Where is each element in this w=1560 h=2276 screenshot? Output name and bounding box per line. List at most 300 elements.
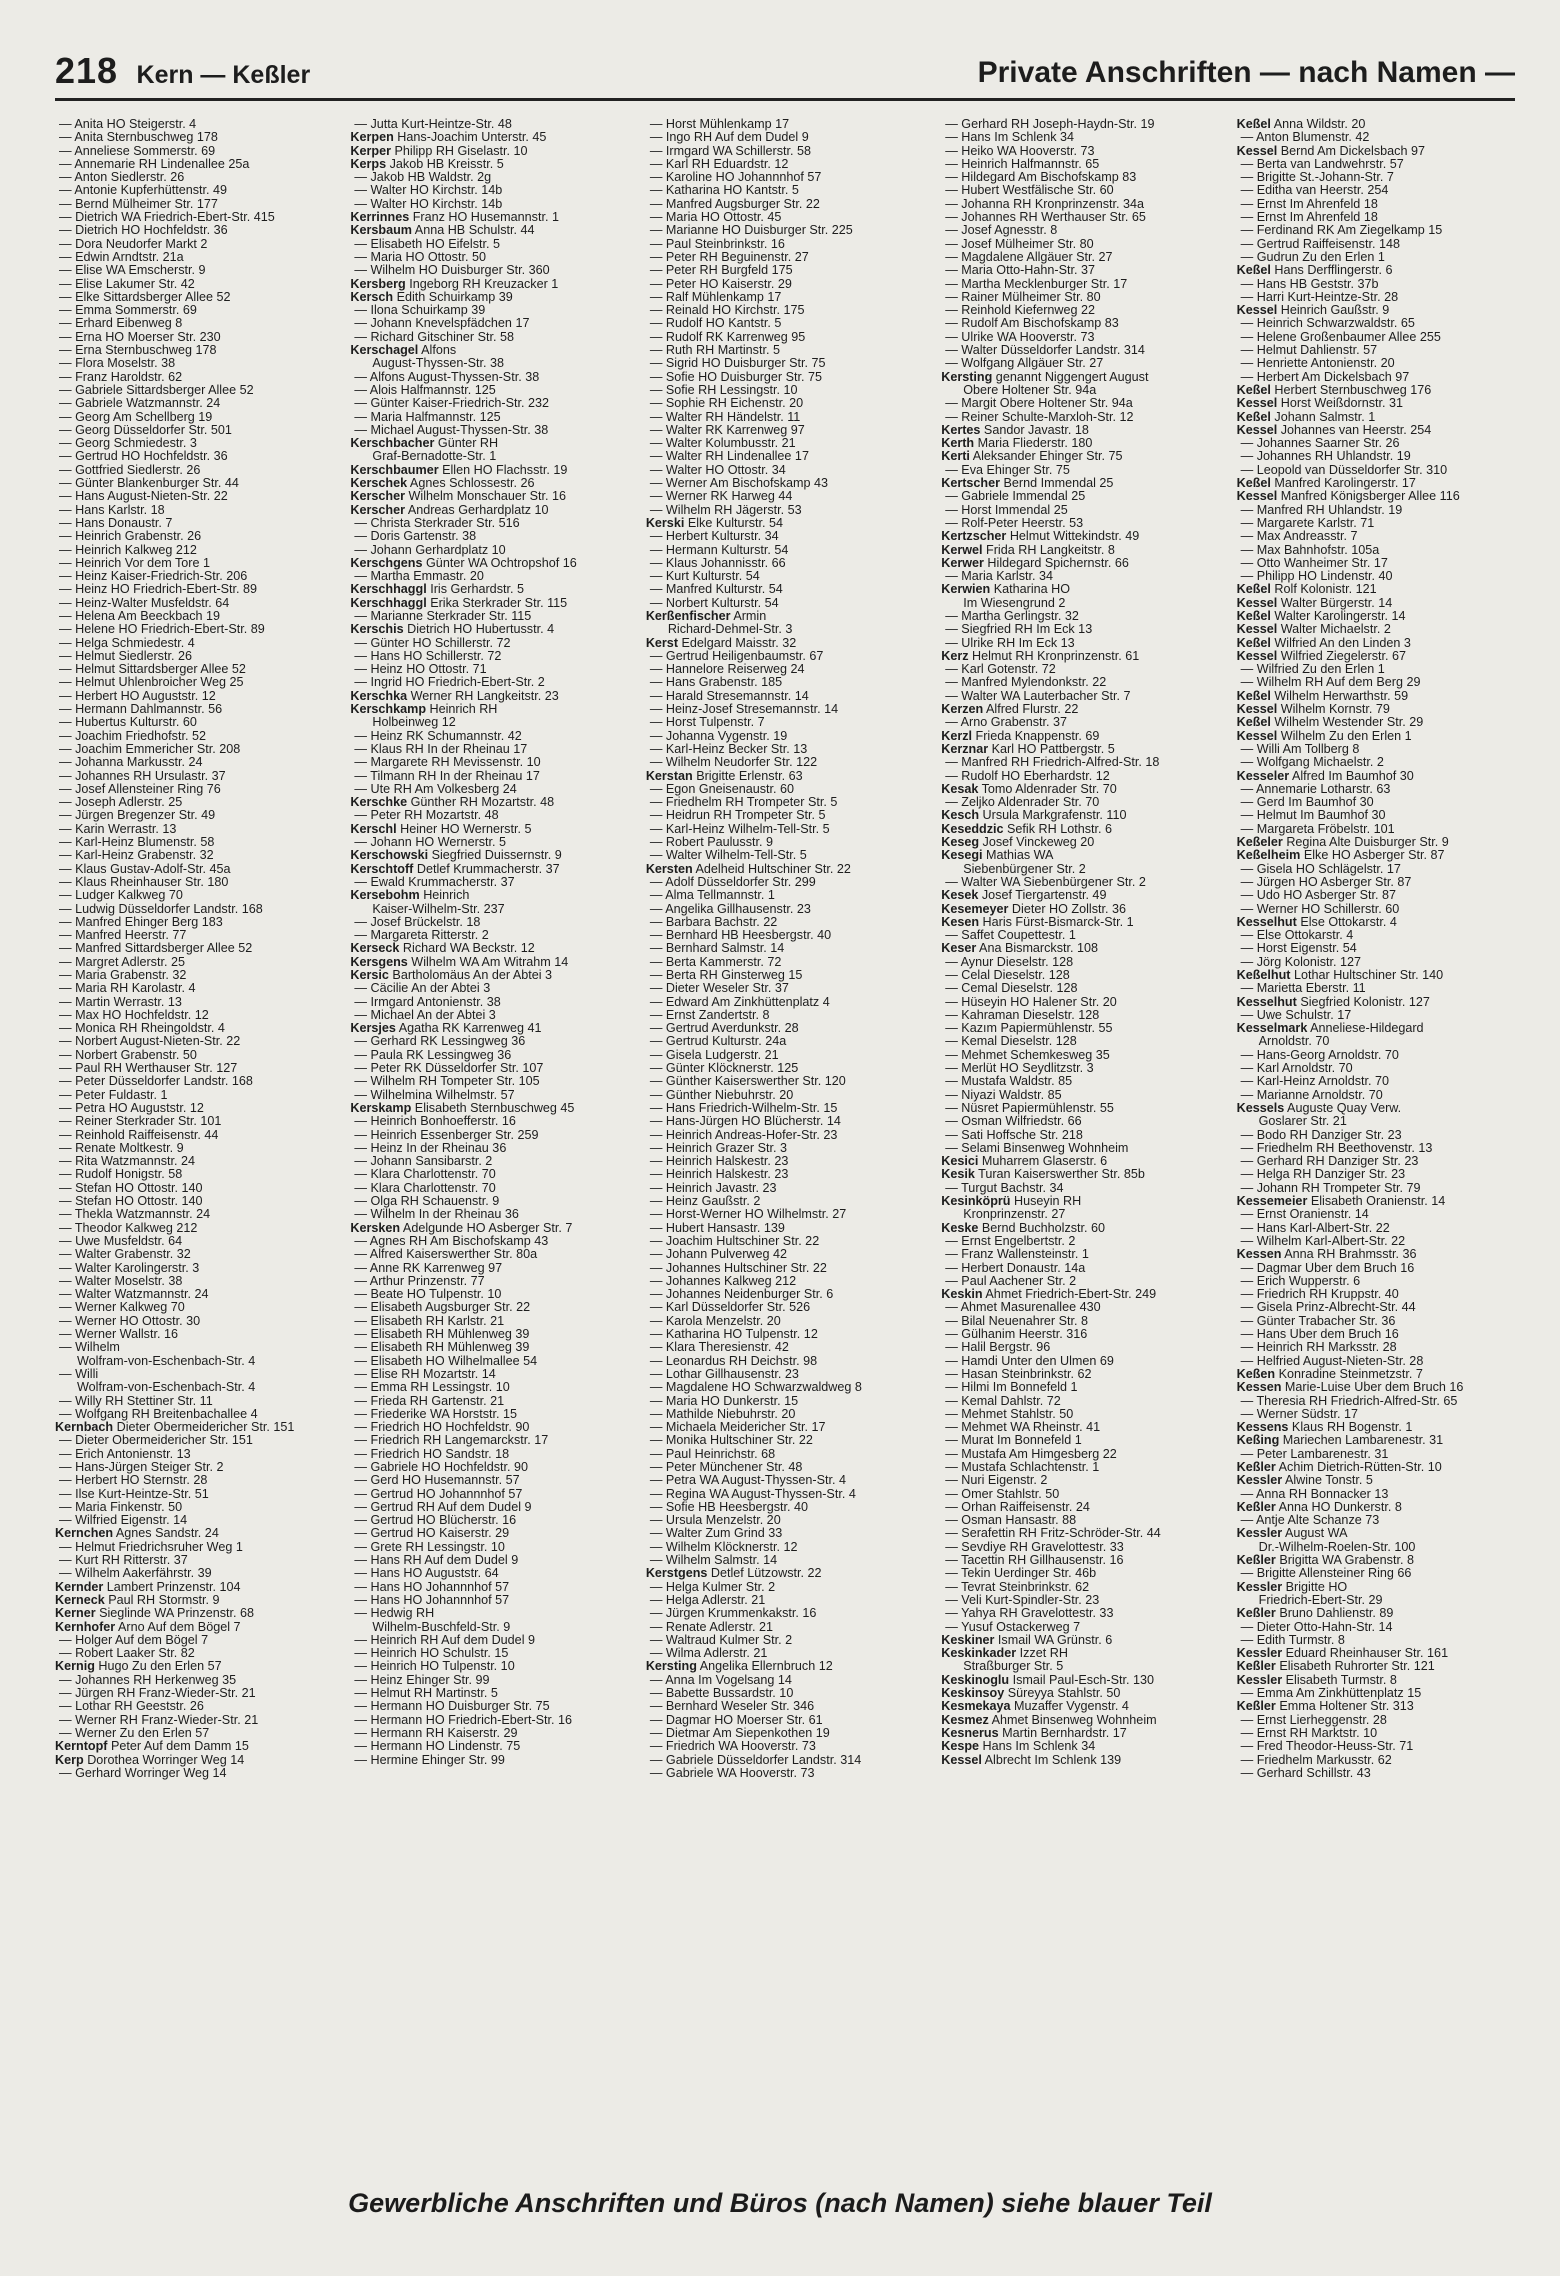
directory-entry: — Heinz RK Schumannstr. 42	[354, 729, 522, 743]
directory-entry: — Heinz Kaiser-Friedrich-Str. 206	[59, 570, 248, 584]
directory-entry: — Tilmann RH In der Rheinau 17	[354, 769, 540, 783]
directory-entry: Kerwel Frida RH Langkeitstr. 8	[941, 543, 1115, 557]
directory-entry: Kesmez Ahmet Binsenweg Wohnheim	[941, 1713, 1157, 1727]
directory-entry: — Bernd Mülheimer Str. 177	[59, 197, 218, 211]
directory-entry: Kersch Edith Schuirkamp 39	[350, 290, 513, 304]
directory-entry: Kernder Lambert Prinzenstr. 104	[55, 1580, 241, 1594]
directory-entry: Keßel Herbert Sternbuschweg 176	[1236, 383, 1432, 397]
directory-entry: — Egon Gneisenaustr. 60	[649, 782, 795, 796]
directory-entry: — Else Ottokarstr. 4	[1240, 929, 1354, 943]
directory-entry: — Ingrid HO Friedrich-Ebert-Str. 2	[354, 676, 545, 690]
directory-entry: Kessel Bernd Am Dickelsbach 97	[1236, 144, 1425, 158]
directory-entry: — Gabriele WA Hooverstr. 73	[649, 1766, 815, 1780]
directory-entry: — Elisabeth RH Mühlenweg 39	[354, 1328, 530, 1342]
directory-entry: — Renate Adlerstr. 21	[649, 1620, 774, 1634]
directory-entry: Keskin Ahmet Friedrich-Ebert-Str. 249	[941, 1288, 1157, 1302]
directory-entry: — Hubert Hansastr. 139	[649, 1221, 785, 1235]
directory-entry: — Berta RH Ginsterweg 15	[649, 969, 803, 982]
directory-entry: Keßel Wilfried An den Linden 3	[1236, 636, 1411, 650]
directory-entry: — Hans HB Geststr. 37b	[1240, 277, 1379, 291]
directory-entry: — Thekla Watzmannstr. 24	[59, 1208, 211, 1222]
directory-entry: — Helmut Siedlerstr. 26	[59, 649, 192, 663]
directory-entry: — Ahmet Masurenallee 430	[945, 1301, 1101, 1315]
directory-entry: — Udo HO Asberger Str. 87	[1240, 889, 1397, 903]
directory-entry: — Emma Sommerstr. 69	[59, 304, 197, 318]
directory-entry: — Manfred Sittardsberger Allee 52	[59, 942, 253, 956]
directory-entry: — Wilhelm RH Jägerstr. 53	[649, 503, 802, 517]
directory-entry: — Hans RH Auf dem Dudel 9	[354, 1554, 519, 1568]
directory-entry: Kerschek Agnes Schlossestr. 26	[350, 477, 535, 491]
directory-entry: Kerschbacher Günter RH	[350, 437, 499, 451]
directory-entry: — Hans-Jürgen HO Blücherstr. 14	[649, 1115, 841, 1129]
directory-entry: Kessler Elisabeth Turmstr. 8	[1236, 1673, 1397, 1687]
directory-entry: Keser Ana Bismarckstr. 108	[941, 942, 1099, 956]
page-header	[55, 38, 1515, 101]
directory-entry: — Tevrat Steinbrinkstr. 62	[945, 1580, 1090, 1594]
directory-column-4	[941, 118, 1224, 2168]
directory-entry: — Herbert Kulturstr. 34	[649, 530, 779, 544]
directory-entry: Kesen Haris Fürst-Bismarck-Str. 1	[941, 915, 1134, 929]
directory-entry: Friedrich-Ebert-Str. 29	[1258, 1593, 1383, 1607]
directory-entry: — Bilal Neuenahrer Str. 8	[945, 1314, 1089, 1328]
directory-entry: — Gerhard RH Joseph-Haydn-Str. 19	[945, 118, 1155, 131]
directory-entry: — Heiko WA Hooverstr. 73	[945, 144, 1095, 158]
directory-entry: — Herbert Am Dickelsbach 97	[1240, 370, 1410, 384]
directory-entry: — Heinrich Vor dem Tore 1	[59, 556, 210, 570]
directory-entry: — Wilhelm Neudorfer Str. 122	[649, 756, 818, 770]
directory-entry: — Walter Kolumbusstr. 21	[649, 437, 796, 451]
directory-entry: — Johanna Markusstr. 24	[59, 756, 203, 770]
directory-entry: — Peter HO Kaiserstr. 29	[649, 277, 792, 291]
directory-entry: — Heidrun RH Trompeter Str. 5	[649, 809, 826, 823]
directory-entry: — Kurt Kulturstr. 54	[649, 570, 760, 584]
directory-entry: — Osman Hansastr. 88	[945, 1514, 1077, 1528]
directory-entry: — Antje Alte Schanze 73	[1240, 1514, 1380, 1528]
directory-entry: — Peter RH Beguinenstr. 27	[649, 250, 809, 264]
directory-entry: — Wilma Adlerstr. 21	[649, 1647, 768, 1661]
directory-entry: — Friedrich RH Kruppstr. 40	[1240, 1288, 1399, 1302]
directory-entry: Kerßenfischer Armin	[645, 609, 767, 623]
directory-entry: — Günther Niebuhrstr. 20	[649, 1088, 794, 1102]
directory-entry: — Karl RH Eduardstr. 12	[649, 157, 789, 171]
directory-entry: — Hans-Georg Arnoldstr. 70	[1240, 1048, 1399, 1062]
directory-entry: — Helena Am Beeckbach 19	[59, 609, 221, 623]
directory-entry: — Marianne Sterkrader Str. 115	[354, 609, 532, 623]
directory-entry: — Jakob HB Waldstr. 2g	[354, 171, 492, 185]
directory-entry: — Serafettin RH Fritz-Schröder-Str. 44	[945, 1527, 1161, 1541]
directory-entry: — Edith Turmstr. 8	[1240, 1633, 1345, 1647]
directory-entry: — Kemal Dahlstr. 72	[945, 1394, 1061, 1408]
directory-entry: — Gerhard RH Danziger Str. 23	[1240, 1155, 1419, 1169]
directory-entry: — Walter RH Lindenallee 17	[649, 450, 809, 464]
directory-entry: — Uwe Schulstr. 17	[1240, 1008, 1352, 1022]
directory-entry: — Hermann Kulturstr. 54	[649, 543, 789, 557]
directory-entry: — Heinrich Grazer Str. 3	[649, 1141, 787, 1155]
directory-entry: — Reinhold Raiffeisenstr. 44	[59, 1128, 219, 1142]
directory-entry: — Hermine Ehinger Str. 99	[354, 1753, 505, 1767]
directory-entry: — Klara Theresienstr. 42	[649, 1341, 789, 1355]
directory-entry: — Franz Haroldstr. 62	[59, 370, 183, 384]
directory-entry: — Heinrich Javastr. 23	[649, 1181, 777, 1195]
directory-entry: — Mustafa Waldstr. 85	[945, 1075, 1073, 1089]
directory-entry: — Hans HO Johannnhof 57	[354, 1580, 510, 1594]
directory-entry: — Hans Im Schlenk 34	[945, 131, 1075, 145]
directory-entry: — Walter Zum Grind 33	[649, 1527, 783, 1541]
directory-entry: — Alma Tellmannstr. 1	[649, 889, 775, 903]
directory-entry: — Elisabeth RH Mühlenweg 39	[354, 1341, 530, 1355]
directory-entry: Keskinoglu Ismail Paul-Esch-Str. 130	[941, 1673, 1154, 1687]
directory-entry: — Walter HO Ottostr. 34	[649, 463, 786, 477]
directory-entry: — Martha Gerlingstr. 32	[945, 609, 1079, 623]
directory-entry: — Otto Wanheimer Str. 17	[1240, 556, 1388, 570]
directory-entry: — Gabriele Watzmannstr. 24	[59, 397, 221, 411]
directory-entry: — Helga RH Danziger Str. 23	[1240, 1168, 1406, 1182]
directory-entry: Kessler Eduard Rheinhauser Str. 161	[1236, 1647, 1449, 1661]
directory-entry: — Mathilde Niebuhrstr. 20	[649, 1407, 796, 1421]
directory-entry: Kessel Heinrich Gaußstr. 9	[1236, 304, 1390, 318]
directory-entry: — Helga Adlerstr. 21	[649, 1593, 766, 1607]
directory-entry: Kessler Alwine Tonstr. 5	[1236, 1474, 1373, 1488]
directory-entry: — Reiner Schulte-Marxloh-Str. 12	[945, 410, 1134, 424]
directory-entry: — Magdalene Allgäuer Str. 27	[945, 250, 1113, 264]
directory-entry: — Ludwig Düsseldorfer Landstr. 168	[59, 902, 263, 916]
directory-entry: — Martha Emmastr. 20	[354, 570, 484, 584]
directory-entry: — Sati Hoffsche Str. 218	[945, 1128, 1083, 1142]
directory-entry: — Herbert HO Sternstr. 28	[59, 1474, 208, 1488]
directory-entry: — Manfred Heerstr. 77	[59, 929, 187, 943]
directory-entry: — Karl-Heinz Wilhelm-Tell-Str. 5	[649, 822, 830, 836]
directory-entry: Kessel Walter Bürgerstr. 14	[1236, 596, 1393, 610]
directory-entry: — Gabriele HO Hochfeldstr. 90	[354, 1460, 528, 1474]
directory-entry: Keßler Anna HO Dunkerstr. 8	[1236, 1500, 1402, 1514]
directory-entry: — Manfred Ehinger Berg 183	[59, 915, 223, 929]
directory-entry: — Bernhard HB Heesbergstr. 40	[649, 929, 832, 943]
directory-entry: — Henriette Antonienstr. 20	[1240, 357, 1395, 371]
directory-entry: — Wilhelm HO Duisburger Str. 360	[354, 264, 550, 278]
directory-entry: Kerschhaggl Erika Sterkrader Str. 115	[350, 596, 568, 610]
directory-entry: — Osman Wilfriedstr. 66	[945, 1115, 1082, 1129]
directory-entry: — Friederike WA Horststr. 15	[354, 1407, 517, 1421]
directory-entry: — Joachim Emmericher Str. 208	[59, 742, 241, 756]
directory-entry: — Reinald HO Kirchstr. 175	[649, 304, 805, 318]
directory-entry: — Dieter Obermeidericher Str. 151	[59, 1434, 253, 1448]
directory-entry: — Hans HO Schillerstr. 72	[354, 649, 502, 663]
directory-entry: — Ralf Mühlenkamp 17	[649, 290, 782, 304]
directory-entry: Keskinkader Izzet RH	[941, 1647, 1068, 1661]
directory-entry: — Harald Stresemannstr. 14	[649, 689, 809, 703]
directory-entry: — Heinrich HO Schulstr. 15	[354, 1647, 509, 1661]
directory-column-2	[350, 118, 633, 2168]
directory-entry: — Heinz HO Ottostr. 71	[354, 663, 487, 677]
directory-entry: — Anneliese Sommerstr. 69	[59, 144, 216, 158]
directory-entry: Kesseler Alfred Im Baumhof 30	[1236, 769, 1414, 783]
directory-entry: — Edward Am Zinkhüttenplatz 4	[649, 995, 830, 1009]
directory-entry: — Gottfried Siedlerstr. 26	[59, 463, 201, 477]
directory-entry: — Günter Blankenburger Str. 44	[59, 477, 239, 491]
directory-entry: Kerschhaggl Iris Gerhardstr. 5	[350, 583, 524, 597]
directory-entry: — Hans August-Nieten-Str. 22	[59, 490, 228, 504]
directory-entry: — Josef Allensteiner Ring 76	[59, 782, 221, 796]
directory-entry: — Maria Karlstr. 34	[945, 570, 1053, 584]
directory-entry: — Gerhard Worringer Weg 14	[59, 1766, 227, 1780]
directory-entry: — Willy RH Stettiner Str. 11	[59, 1394, 213, 1408]
directory-entry: — Hans HO Auguststr. 64	[354, 1567, 499, 1581]
directory-entry: — Ingo RH Auf dem Dudel 9	[649, 131, 809, 145]
directory-entry: — Leopold van Düsseldorfer Str. 310	[1240, 463, 1448, 477]
directory-entry: — Anne RK Karrenweg 97	[354, 1261, 503, 1275]
directory-entry: — Karl-Heinz Becker Str. 13	[649, 742, 808, 756]
directory-entry: Kerstan Brigitte Erlenstr. 63	[645, 769, 803, 783]
directory-entry: — Hermann HO Lindenstr. 75	[354, 1740, 521, 1754]
directory-entry: — Walter Moselstr. 38	[59, 1274, 183, 1288]
directory-entry: — Walter WA Lauterbacher Str. 7	[945, 689, 1131, 703]
directory-entry: — Gertrud Kulturstr. 24a	[649, 1035, 787, 1049]
directory-entry: — Sofie HO Duisburger Str. 75	[649, 370, 822, 384]
directory-entry: Kerper Philipp RH Giselastr. 10	[350, 144, 528, 158]
directory-entry: — Heinz Gaußstr. 2	[649, 1195, 761, 1209]
directory-entry: — Peter RH Mozartstr. 48	[354, 809, 499, 823]
directory-entry: — Willi Am Tollberg 8	[1240, 742, 1360, 756]
directory-entry: — Gülhanim Heerstr. 316	[945, 1328, 1088, 1342]
directory-entry: — Ernst RH Marktstr. 10	[1240, 1726, 1378, 1740]
directory-entry: — Helmut Uhlenbroicher Weg 25	[59, 676, 244, 690]
directory-entry: — Ludger Kalkweg 70	[59, 889, 183, 903]
directory-entry: Richard-Dehmel-Str. 3	[667, 623, 793, 637]
directory-entry: — Werner RH Franz-Wieder-Str. 21	[59, 1713, 259, 1727]
directory-entry: — Celal Dieselstr. 128	[945, 969, 1070, 982]
directory-entry: — Dietrich WA Friedrich-Ebert-Str. 415	[59, 211, 275, 225]
directory-entry: Keßeler Regina Alte Duisburger Str. 9	[1236, 836, 1449, 850]
directory-entry: — Lothar RH Geeststr. 26	[59, 1700, 204, 1714]
directory-entry: — Philipp HO Lindenstr. 40	[1240, 570, 1393, 584]
directory-entry: — Johann Sansibarstr. 2	[354, 1155, 493, 1169]
directory-entry: — Wilhelm Karl-Albert-Str. 22	[1240, 1234, 1406, 1248]
directory-entry: — Reiner Sterkrader Str. 101	[59, 1115, 222, 1129]
directory-entry: Kesik Turan Kaiserswerther Str. 85b	[941, 1168, 1145, 1182]
directory-entry: Kerseck Richard WA Beckstr. 12	[350, 942, 535, 956]
directory-entry: — Herbert Donaustr. 14a	[945, 1261, 1086, 1275]
directory-entry: — Gerd Im Baumhof 30	[1240, 796, 1374, 810]
directory-columns	[55, 118, 1520, 2168]
directory-entry: — Yusuf Ostackerweg 7	[945, 1620, 1081, 1634]
directory-entry: Keßel Wilhelm Herwarthstr. 59	[1236, 689, 1409, 703]
directory-entry: — Petra WA August-Thyssen-Str. 4	[649, 1474, 847, 1488]
directory-entry: Kesmekaya Muzaffer Vygenstr. 4	[941, 1700, 1129, 1714]
directory-entry: Keßel Rolf Kolonistr. 121	[1236, 583, 1377, 597]
directory-entry: — Theodor Kalkweg 212	[59, 1221, 198, 1235]
directory-entry: — Ferdinand RK Am Ziegelkamp 15	[1240, 224, 1443, 238]
directory-entry: Im Wiesengrund 2	[963, 596, 1066, 610]
directory-entry: Wilhelm-Buschfeld-Str. 9	[372, 1620, 511, 1634]
directory-entry: Kerzen Alfred Flurstr. 22	[941, 703, 1079, 717]
directory-entry: Kernchen Agnes Sandstr. 24	[55, 1527, 219, 1541]
directory-entry: — Gertrud Raiffeisenstr. 148	[1240, 237, 1400, 251]
directory-entry: — Elisabeth HO Wilhelmallee 54	[354, 1354, 538, 1368]
directory-entry: — Maria Grabenstr. 32	[59, 969, 187, 982]
directory-entry: — Margret Adlerstr. 25	[59, 955, 185, 969]
directory-entry: Kernhofer Arno Auf dem Bögel 7	[55, 1620, 241, 1634]
directory-entry: — Karl Düsseldorfer Str. 526	[649, 1301, 811, 1315]
directory-entry: Kerschke Günther RH Mozartstr. 48	[350, 796, 555, 810]
directory-entry: — Murat Im Bonnefeld 1	[945, 1434, 1082, 1448]
directory-entry: — Peter Düsseldorfer Landstr. 168	[59, 1075, 253, 1089]
directory-entry: — Maria Otto-Hahn-Str. 37	[945, 264, 1095, 278]
directory-entry: Kesselmark Anneliese-Hildegard	[1236, 1022, 1424, 1036]
directory-entry: — Ömer Stahlstr. 50	[945, 1487, 1060, 1501]
directory-entry: Kernbach Dieter Obermeidericher Str. 151	[55, 1421, 295, 1435]
directory-entry: Keßel Manfred Karolingerstr. 17	[1236, 477, 1416, 491]
directory-entry: — Kurt RH Ritterstr. 37	[59, 1554, 188, 1568]
directory-entry: — Manfred Mylendonkstr. 22	[945, 676, 1107, 690]
directory-entry: Kessel Wilfried Ziegelerstr. 67	[1236, 649, 1407, 663]
directory-entry: — Joseph Adlerstr. 25	[59, 796, 183, 810]
directory-entry: — Paul RH Werthauser Str. 127	[59, 1062, 238, 1076]
directory-entry: — Helmut Sittardsberger Allee 52	[59, 663, 246, 677]
directory-entry: — Sevdiye RH Gravelottestr. 33	[945, 1540, 1124, 1554]
directory-entry: Kesinköprü Huseyin RH	[941, 1195, 1082, 1209]
directory-entry: — Josef Mülheimer Str. 80	[945, 237, 1094, 251]
header-left	[55, 50, 310, 92]
directory-entry: — Rita Watzmannstr. 24	[59, 1155, 196, 1169]
directory-entry: — Alois Halfmannstr. 125	[354, 383, 496, 397]
directory-entry: — Katharina HO Kantstr. 5	[649, 184, 799, 198]
directory-entry: — Werner Südstr. 17	[1240, 1407, 1358, 1421]
directory-entry: — Regina WA August-Thyssen-Str. 4	[649, 1487, 856, 1501]
directory-entry: — Norbert August-Nieten-Str. 22	[59, 1035, 241, 1049]
directory-entry: — Max Andreasstr. 7	[1240, 530, 1358, 544]
directory-entry: — Gerd HO Husemannstr. 57	[354, 1474, 520, 1488]
directory-entry: — Alfons August-Thyssen-Str. 38	[354, 370, 540, 384]
directory-entry: Kerschowski Siegfried Duissernstr. 9	[350, 849, 562, 863]
directory-entry: — Sophie RH Eichenstr. 20	[649, 397, 804, 411]
directory-entry: — Elise RH Mozartstr. 14	[354, 1367, 496, 1381]
directory-entry: — Ernst Engelbertstr. 2	[945, 1234, 1076, 1248]
directory-entry: — Ernst Im Ahrenfeld 18	[1240, 197, 1378, 211]
directory-entry: — Johannes RH Uhlandstr. 19	[1240, 450, 1411, 464]
directory-entry: — Georg Am Schellberg 19	[59, 410, 213, 424]
directory-entry: — Manfred RH Friedrich-Alfred-Str. 18	[945, 756, 1160, 770]
directory-entry: Kessels Auguste Quay Verw.	[1236, 1101, 1402, 1115]
directory-entry: — Bodo RH Danziger Str. 23	[1240, 1128, 1402, 1142]
directory-entry: Kersjes Agatha RK Karrenweg 41	[350, 1022, 542, 1036]
directory-entry: — Margit Obere Holtener Str. 94a	[945, 397, 1133, 411]
directory-entry: — Doris Gartenstr. 38	[354, 530, 477, 544]
directory-entry: Kerschkamp Heinrich RH	[350, 703, 498, 717]
directory-entry: — Klaus RH In der Rheinau 17	[354, 742, 528, 756]
directory-entry: — Werner HO Ottostr. 30	[59, 1314, 201, 1328]
directory-entry: Kesici Muharrem Glaserstr. 6	[941, 1155, 1108, 1169]
directory-entry: — Hamdi Unter den Ulmen 69	[945, 1354, 1114, 1368]
directory-entry: Keskiner Ismail WA Grünstr. 6	[941, 1633, 1113, 1647]
directory-entry: Keßler Achim Dietrich-Rütten-Str. 10	[1236, 1460, 1442, 1474]
directory-entry: — Walter HO Kirchstr. 14b	[354, 197, 503, 211]
directory-entry: — Johannes Hultschiner Str. 22	[649, 1261, 827, 1275]
directory-entry: — Wilhelm RH Tompeter Str. 105	[354, 1075, 540, 1089]
directory-entry: — Maria HO Dunkerstr. 15	[649, 1394, 799, 1408]
directory-entry: — Heinz In der Rheinau 36	[354, 1141, 507, 1155]
directory-entry: Kersten Adelheid Hultschiner Str. 22	[645, 862, 851, 876]
directory-entry: — Frieda RH Gartenstr. 21	[354, 1394, 505, 1408]
directory-entry: — Editha van Heerstr. 254	[1240, 184, 1389, 198]
directory-entry: Kertes Sandor Javastr. 18	[941, 423, 1089, 437]
directory-entry: — Robert Laaker Str. 82	[59, 1647, 195, 1661]
directory-entry: — Willi	[59, 1367, 99, 1381]
directory-entry: — Heinz-Walter Musfeldstr. 64	[59, 596, 230, 610]
directory-entry: — Annemarie RH Lindenallee 25a	[59, 157, 250, 171]
directory-entry: — Brigitte St.-Johann-Str. 7	[1240, 171, 1394, 185]
directory-entry: Keßler Bruno Dahlienstr. 89	[1236, 1607, 1394, 1621]
directory-entry: Keseddzic Sefik RH Lothstr. 6	[941, 822, 1113, 836]
directory-entry: — Helfried August-Nieten-Str. 28	[1240, 1354, 1424, 1368]
directory-entry: — Werner HO Schillerstr. 60	[1240, 902, 1400, 916]
directory-entry: — Cemal Dieselstr. 128	[945, 982, 1078, 996]
directory-entry: — Werner Kalkweg 70	[59, 1301, 185, 1315]
directory-entry: — Jutta Kurt-Heintze-Str. 48	[354, 118, 512, 131]
directory-entry: — Tacettin RH Gillhausenstr. 16	[945, 1554, 1124, 1568]
directory-entry: — Ernst Lierheggenstr. 28	[1240, 1713, 1387, 1727]
directory-entry: Kersbaum Anna HB Schulstr. 44	[350, 224, 535, 238]
directory-entry: — Kemal Dieselstr. 128	[945, 1035, 1077, 1049]
directory-entry: Keßler Elisabeth Ruhrorter Str. 121	[1236, 1660, 1435, 1674]
directory-entry: — Josef Brückelstr. 18	[354, 915, 481, 929]
directory-entry: — Heinrich Andreas-Hofer-Str. 23	[649, 1128, 838, 1142]
directory-entry: — Kazım Papiermühlenstr. 55	[945, 1022, 1113, 1036]
directory-entry: — Heinrich Halskestr. 23	[649, 1155, 789, 1169]
directory-entry: — Leonardus RH Deichstr. 98	[649, 1354, 818, 1368]
directory-entry: — Emma RH Lessingstr. 10	[354, 1381, 510, 1395]
directory-entry: Kesemeyer Dieter HO Zollstr. 36	[941, 902, 1127, 916]
directory-entry: — Mehmet Schemkesweg 35	[945, 1048, 1110, 1062]
directory-entry: Kerschagel Alfons	[350, 344, 457, 358]
directory-entry: — Helga Kulmer Str. 2	[649, 1580, 776, 1594]
directory-entry: Kerz Helmut RH Kronprinzenstr. 61	[941, 649, 1140, 663]
directory-entry: — Reinhold Kiefernweg 22	[945, 304, 1096, 318]
directory-entry: — Elise Lakumer Str. 42	[59, 277, 195, 291]
directory-entry: — Maria HO Ottostr. 45	[649, 211, 782, 225]
directory-entry: — Elisabeth Augsburger Str. 22	[354, 1301, 531, 1315]
directory-entry: Kersting Angelika Ellernbruch 12	[645, 1660, 833, 1674]
directory-entry: — Gisela HO Schlägelstr. 17	[1240, 862, 1401, 876]
directory-entry: — Johannes Kalkweg 212	[649, 1274, 797, 1288]
directory-entry: August-Thyssen-Str. 38	[372, 357, 505, 371]
directory-entry: — Manfred Augsburger Str. 22	[649, 197, 820, 211]
directory-entry: — Erich Wupperstr. 6	[1240, 1274, 1361, 1288]
directory-entry: — Ulrike RH Im Eck 13	[945, 636, 1075, 650]
directory-entry: — Friedrich HO Hochfeldstr. 90	[354, 1421, 530, 1435]
directory-entry: — Agnes RH Am Bischofskamp 43	[354, 1234, 549, 1248]
directory-entry: — Jörg Kolonistr. 127	[1240, 955, 1362, 969]
directory-entry: — Horst Immendal 25	[945, 503, 1068, 517]
directory-entry: — Peter Münchener Str. 48	[649, 1460, 803, 1474]
directory-entry: Kersting genannt Niggengert August	[941, 370, 1149, 384]
directory-entry: — Anton Blumenstr. 42	[1240, 131, 1370, 145]
directory-entry: Kesselhut Siegfried Kolonistr. 127	[1236, 995, 1430, 1009]
directory-entry: Kerti Aleksander Ehinger Str. 75	[941, 450, 1123, 464]
directory-entry: — Hans Karl-Albert-Str. 22	[1240, 1221, 1390, 1235]
directory-entry: Kessens Klaus RH Bogenstr. 1	[1236, 1421, 1413, 1435]
directory-entry: — Josef Agnesstr. 8	[945, 224, 1058, 238]
directory-entry: Kersgens Wilhelm WA Am Witrahm 14	[350, 955, 569, 969]
directory-entry: — Gabriele Sittardsberger Allee 52	[59, 383, 254, 397]
directory-entry: — Stefan HO Ottostr. 140	[59, 1195, 203, 1209]
directory-entry: Kessel Manfred Königsberger Allee 116	[1236, 490, 1460, 504]
directory-entry: Kerwien Katharina HO	[941, 583, 1071, 597]
directory-entry: — Joachim Friedhofstr. 52	[59, 729, 206, 743]
directory-entry: — Heinz-Josef Stresemannstr. 14	[649, 703, 839, 717]
directory-entry: — Wilfried Eigenstr. 14	[59, 1514, 188, 1528]
directory-entry: — Horst Eigenstr. 54	[1240, 942, 1357, 956]
directory-entry: — Olga RH Schauenstr. 9	[354, 1195, 500, 1209]
